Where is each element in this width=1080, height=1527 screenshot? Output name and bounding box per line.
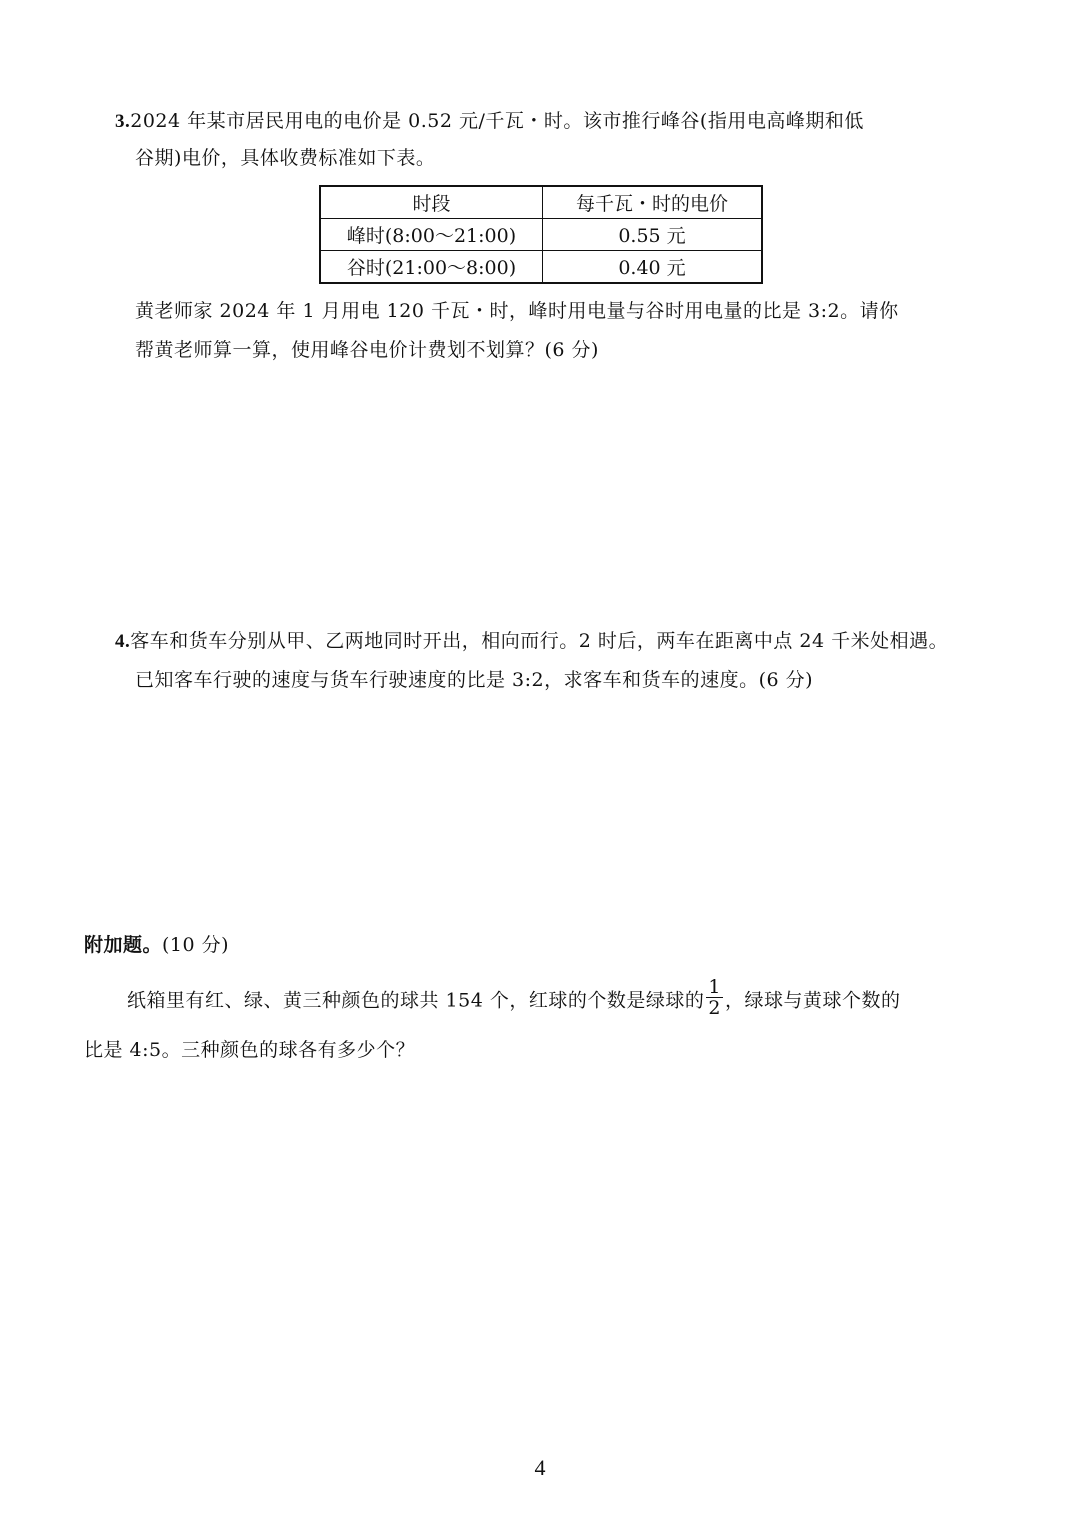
price-table-row [320, 251, 762, 284]
bonus-text-before-fraction: 纸箱里有红、绿、黄三种颜色的球共 154 个，红球的个数是绿球的 [127, 989, 705, 1012]
one-half-fraction [706, 977, 723, 1018]
price-table-cell: 谷时(21:00～8:00) [320, 251, 543, 284]
bonus-line-1 [127, 976, 901, 1019]
q4-number: 4. [115, 631, 131, 652]
bonus-heading-line [84, 932, 229, 958]
fraction-denominator: 2 [708, 997, 721, 1019]
fraction-numerator: 1 [708, 976, 721, 998]
bonus-text-after-fraction: ，绿球与黄球个数的 [724, 989, 901, 1012]
price-table-row [320, 219, 762, 251]
price-table-header-period: 时段 [320, 186, 543, 219]
q3-text-line-1: 2024 年某市居民用电的电价是 0.52 元/千瓦・时。该市推行峰谷(指用电高峰期和低 [130, 110, 864, 132]
price-table-cell: 0.55 元 [543, 219, 763, 251]
price-table-header-price: 每千瓦・时的电价 [543, 186, 763, 219]
q4-line-1 [115, 628, 948, 655]
q3-line-2: 谷期)电价，具体收费标准如下表。 [135, 147, 436, 169]
q4-line-2: 已知客车行驶的速度与货车行驶速度的比是 3:2，求客车和货车的速度。(6 分) [135, 669, 814, 691]
q3-line-3: 黄老师家 2024 年 1 月用电 120 千瓦・时，峰时用电量与谷时用电量的比是 3:2。请你 [135, 300, 899, 322]
bonus-points: (10 分) [162, 934, 230, 956]
price-table-cell: 峰时(8:00～21:00) [320, 219, 543, 251]
q4-text-line-1: 客车和货车分别从甲、乙两地同时开出，相向而行。2 时后，两车在距离中点 24 千米处相遇。 [130, 630, 949, 652]
price-table-header-row [320, 186, 762, 219]
bonus-heading: 附加题。 [84, 934, 163, 956]
q3-line-4: 帮黄老师算一算，使用峰谷电价计费划不划算？(6 分) [135, 339, 599, 361]
price-table-cell: 0.40 元 [543, 251, 763, 284]
page-number: 4 [534, 1455, 546, 1480]
q3-line-1 [115, 108, 864, 135]
q3-number: 3. [115, 111, 131, 132]
bonus-line-2: 比是 4:5。三种颜色的球各有多少个？ [84, 1039, 416, 1061]
price-table [319, 185, 763, 284]
